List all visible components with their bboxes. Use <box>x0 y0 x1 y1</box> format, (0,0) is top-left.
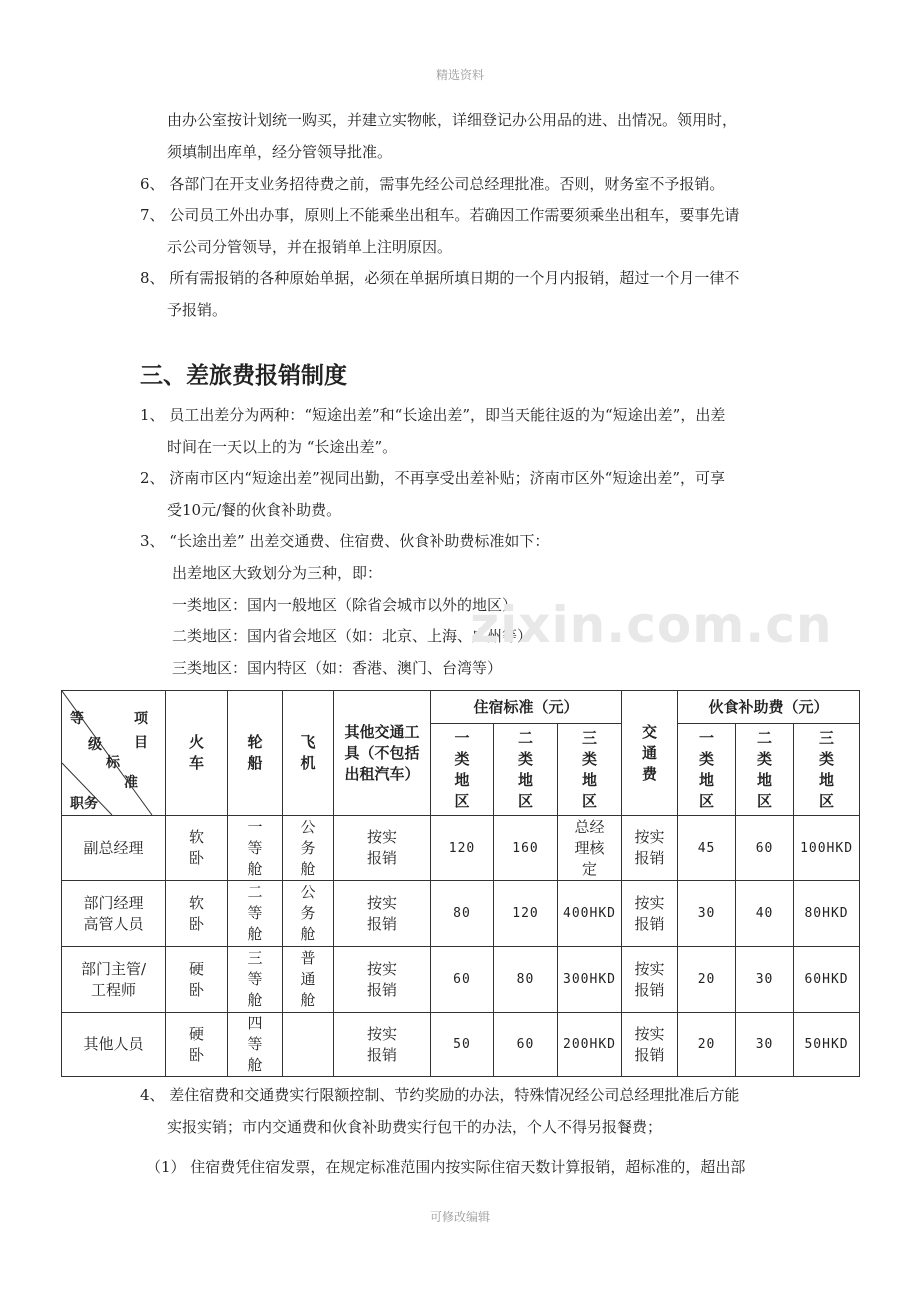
ship-cell: 三等舱 <box>228 947 283 1013</box>
list-item-4 <box>140 1080 790 1143</box>
list-item-2 <box>140 463 790 526</box>
meal-r3-cell: 80HKD <box>794 881 860 947</box>
train-cell: 硬卧 <box>166 947 228 1013</box>
corner-header <box>62 691 166 816</box>
transport-cell: 按实报销 <box>622 1013 678 1077</box>
table-header-row <box>62 691 860 724</box>
train-cell: 软卧 <box>166 881 228 947</box>
meal-r2-cell: 30 <box>736 947 794 1013</box>
header-meal-region-3: 三类地区 <box>794 724 860 816</box>
paragraph-line: 8、 所有需报销的各种原始单据，必须在单据所填日期的一个月内报销，超过一个月一律不 <box>140 269 740 287</box>
ship-cell: 四等舱 <box>228 1013 283 1077</box>
travel-expense-table <box>61 690 860 1077</box>
region-1: 一类地区：国内一般地区（除省会城市以外的地区） <box>172 595 518 614</box>
page-header: 精选资料 <box>435 68 484 82</box>
meal-r1-cell: 30 <box>678 881 736 947</box>
role-cell: 其他人员 <box>62 1013 166 1077</box>
list-item-1 <box>140 400 790 463</box>
paragraph-line: 受10元/餐的伙食补助费。 <box>167 500 342 519</box>
header-meal-region-1: 一类地区 <box>678 724 736 816</box>
region-2: 二类地区：国内省会地区（如：北京、上海、广州等） <box>172 627 533 645</box>
corner-label: 标 <box>106 755 120 771</box>
paragraph-line: 示公司分管领导，并在报销单上注明原因。 <box>167 237 453 256</box>
meal-r2-cell: 60 <box>736 816 794 881</box>
meal-r3-cell: 50HKD <box>794 1013 860 1077</box>
plane-cell: 普通舱 <box>283 947 334 1013</box>
paragraph-line: 1、 员工出差分为两种：“短途出差”和“长途出差”，即当天能往返的为“短途出差”，出差 <box>140 406 726 424</box>
paragraph-line: 由办公室按计划统一购买，并建立实物帐，详细登记办公用品的进、出情况。领用时， <box>167 111 738 129</box>
plane-cell: 公务舱 <box>283 816 334 881</box>
watermark: zixin.com.cn <box>470 596 833 654</box>
header-transport-fee: 交通费 <box>622 691 678 816</box>
region-intro: 出差地区大致划分为三种，即： <box>172 564 383 582</box>
lodging-r3-cell: 200HKD <box>558 1013 622 1077</box>
header-lodging-region-3: 三类地区 <box>558 724 622 816</box>
plane-cell: 公务舱 <box>283 881 334 947</box>
transport-cell: 按实报销 <box>622 947 678 1013</box>
intro-paragraph <box>140 105 790 168</box>
other-cell: 按实报销 <box>334 816 431 881</box>
role-cell: 部门主管/工程师 <box>62 947 166 1013</box>
other-cell: 按实报销 <box>334 1013 431 1077</box>
paragraph-line: 3、 “长途出差” 出差交通费、住宿费、伙食补助费标准如下： <box>140 532 550 550</box>
lodging-r3-cell: 300HKD <box>558 947 622 1013</box>
header-meal: 伙食补助费（元） <box>678 691 860 724</box>
page-footer: 可修改编辑 <box>429 1210 490 1224</box>
list-item-3 <box>140 526 790 558</box>
paragraph-line: 时间在一天以上的为 “长途出差”。 <box>167 437 398 456</box>
region-list <box>172 558 532 684</box>
ship-cell: 二等舱 <box>228 881 283 947</box>
corner-label: 准 <box>124 775 138 791</box>
paragraph-line: 6、 各部门在开支业务招待费之前，需事先经公司总经理批准。否则，财务室不予报销。 <box>140 175 725 193</box>
lodging-r2-cell: 160 <box>494 816 558 881</box>
corner-label: 等 <box>70 711 84 727</box>
lodging-r1-cell: 60 <box>431 947 494 1013</box>
lodging-r3-cell: 400HKD <box>558 881 622 947</box>
paragraph-line: 实报实销；市内交通费和伙食补助费实行包干的办法，个人不得另报餐费； <box>167 1117 663 1136</box>
list-item-6 <box>140 169 790 201</box>
list-item-7 <box>140 200 790 263</box>
paragraph-line: （1） 住宿费凭住宿发票，在规定标准范围内按实际住宿天数计算报销，超标准的，超出部 <box>146 1158 746 1176</box>
list-item-8 <box>140 263 790 326</box>
header-meal-region-2: 二类地区 <box>736 724 794 816</box>
meal-r1-cell: 20 <box>678 1013 736 1077</box>
region-3: 三类地区：国内特区（如：香港、澳门、台湾等） <box>172 658 503 677</box>
meal-r2-cell: 40 <box>736 881 794 947</box>
transport-cell: 按实报销 <box>622 881 678 947</box>
corner-label: 职务 <box>70 796 98 812</box>
lodging-r2-cell: 80 <box>494 947 558 1013</box>
header-ship: 轮船 <box>228 691 283 816</box>
meal-r1-cell: 45 <box>678 816 736 881</box>
corner-label: 目 <box>134 735 148 751</box>
meal-r3-cell: 100HKD <box>794 816 860 881</box>
paragraph-line: 须填制出库单，经分管领导批准。 <box>167 142 393 161</box>
section-title: 三、差旅费报销制度 <box>140 363 347 389</box>
role-cell: 部门经理高管人员 <box>62 881 166 947</box>
table-row <box>62 881 860 947</box>
ship-cell: 一等舱 <box>228 816 283 881</box>
train-cell: 软卧 <box>166 816 228 881</box>
header-train: 火车 <box>166 691 228 816</box>
lodging-r2-cell: 60 <box>494 1013 558 1077</box>
header-lodging: 住宿标准（元） <box>431 691 622 724</box>
header-plane: 飞机 <box>283 691 334 816</box>
lodging-r2-cell: 120 <box>494 881 558 947</box>
paragraph-line: 4、 差住宿费和交通费实行限额控制、节约奖励的办法，特殊情况经公司总经理批准后方能 <box>140 1086 740 1104</box>
list-item-4-1 <box>146 1152 796 1184</box>
paragraph-line: 予报销。 <box>167 300 228 319</box>
lodging-r3-cell: 总经理核定 <box>558 816 622 881</box>
corner-label: 级 <box>88 737 102 753</box>
lodging-r1-cell: 50 <box>431 1013 494 1077</box>
lodging-r1-cell: 120 <box>431 816 494 881</box>
lodging-r1-cell: 80 <box>431 881 494 947</box>
paragraph-line: 2、 济南市区内“短途出差”视同出勤，不再享受出差补贴；济南市区外“短途出差”，可享 <box>140 469 725 487</box>
header-other-transport: 其他交通工具（不包括出租汽车） <box>334 691 431 816</box>
header-lodging-region-2: 二类地区 <box>494 724 558 816</box>
other-cell: 按实报销 <box>334 947 431 1013</box>
paragraph-line: 7、 公司员工外出办事，原则上不能乘坐出租车。若确因工作需要须乘坐出租车，要事先请 <box>140 206 740 224</box>
corner-label: 项 <box>134 711 148 727</box>
train-cell: 硬卧 <box>166 1013 228 1077</box>
table-row <box>62 1013 860 1077</box>
header-lodging-region-1: 一类地区 <box>431 724 494 816</box>
other-cell: 按实报销 <box>334 881 431 947</box>
transport-cell: 按实报销 <box>622 816 678 881</box>
table-row <box>62 947 860 1013</box>
meal-r2-cell: 30 <box>736 1013 794 1077</box>
plane-cell <box>283 1013 334 1077</box>
meal-r1-cell: 20 <box>678 947 736 1013</box>
meal-r3-cell: 60HKD <box>794 947 860 1013</box>
table-row <box>62 816 860 881</box>
role-cell: 副总经理 <box>62 816 166 881</box>
